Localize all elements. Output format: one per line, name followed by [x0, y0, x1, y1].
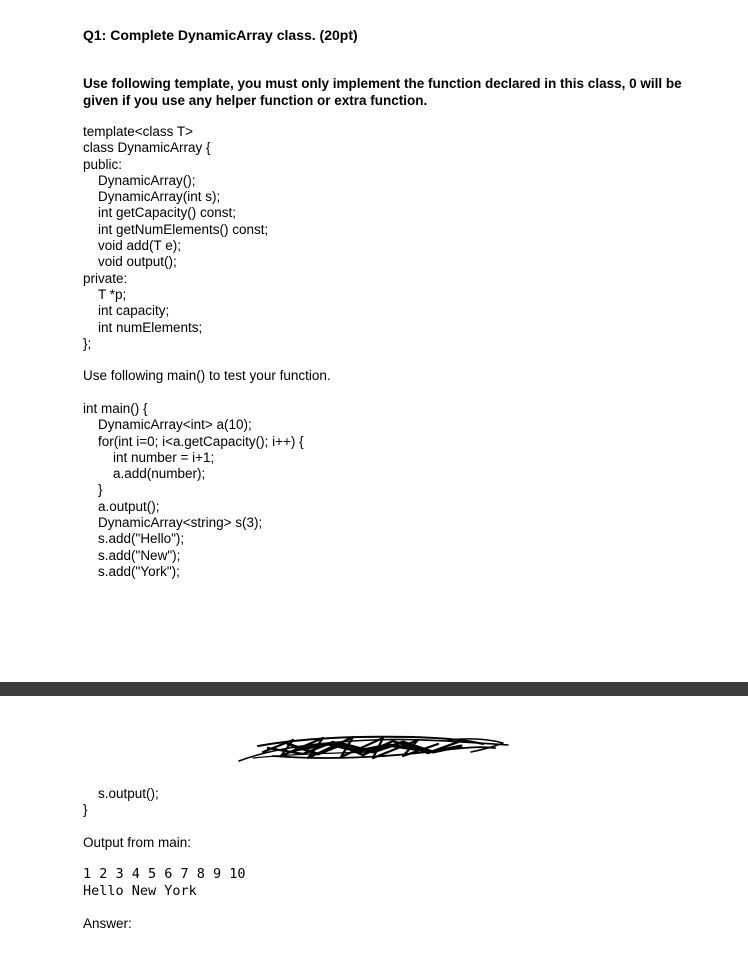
code-line: class DynamicArray {: [83, 140, 211, 156]
code-line: s.add("New");: [98, 547, 181, 563]
code-line: int number = i+1;: [113, 449, 215, 465]
page-divider: [0, 682, 748, 696]
code-line: s.output();: [98, 786, 159, 801]
code-line: int getNumElements() const;: [98, 221, 269, 237]
code-line: for(int i=0; i<a.getCapacity(); i++) {: [98, 433, 304, 449]
code-line: s.add("Hello");: [98, 531, 185, 547]
main-intro-text: Use following main() to test your function.: [83, 368, 331, 383]
code-line: }: [98, 482, 103, 498]
question-title: Q1: Complete DynamicArray class. (20pt): [83, 27, 358, 43]
code-line: s.add("York");: [98, 563, 180, 579]
code-line: DynamicArray(int s);: [98, 189, 221, 205]
code-line: a.add(number);: [113, 466, 206, 482]
code-line: template<class T>: [83, 124, 194, 139]
program-output: [83, 866, 246, 900]
code-line: int getCapacity() const;: [98, 205, 237, 221]
code-line: void add(T e);: [98, 238, 182, 254]
code-line: int capacity;: [98, 303, 170, 319]
code-line: a.output();: [98, 498, 160, 514]
code-line: int main() {: [83, 401, 148, 416]
redaction-scribble: [233, 728, 513, 768]
code-line: };: [83, 335, 92, 351]
template-code-block: [83, 124, 268, 352]
code-line: private:: [83, 270, 128, 286]
code-line: }: [83, 802, 88, 818]
code-line: DynamicArray<string> s(3);: [98, 515, 263, 531]
main-code-block: [83, 401, 304, 580]
main-code-tail: [83, 786, 159, 819]
output-line: 1 2 3 4 5 6 7 8 9 10: [83, 866, 246, 882]
question-instructions: Use following template, you must only implement the function declared in this class, 0 will be given if you use any helper function or extra function.: [83, 76, 682, 108]
code-line: T *p;: [98, 286, 127, 302]
output-label: Output from main:: [83, 835, 192, 850]
output-line: Hello New York: [83, 883, 197, 899]
code-line: DynamicArray<int> a(10);: [98, 417, 252, 433]
code-line: int numElements;: [98, 319, 203, 335]
answer-label: Answer:: [83, 916, 132, 931]
code-line: void output();: [98, 254, 177, 270]
code-line: public:: [83, 156, 123, 172]
code-line: DynamicArray();: [98, 172, 196, 188]
